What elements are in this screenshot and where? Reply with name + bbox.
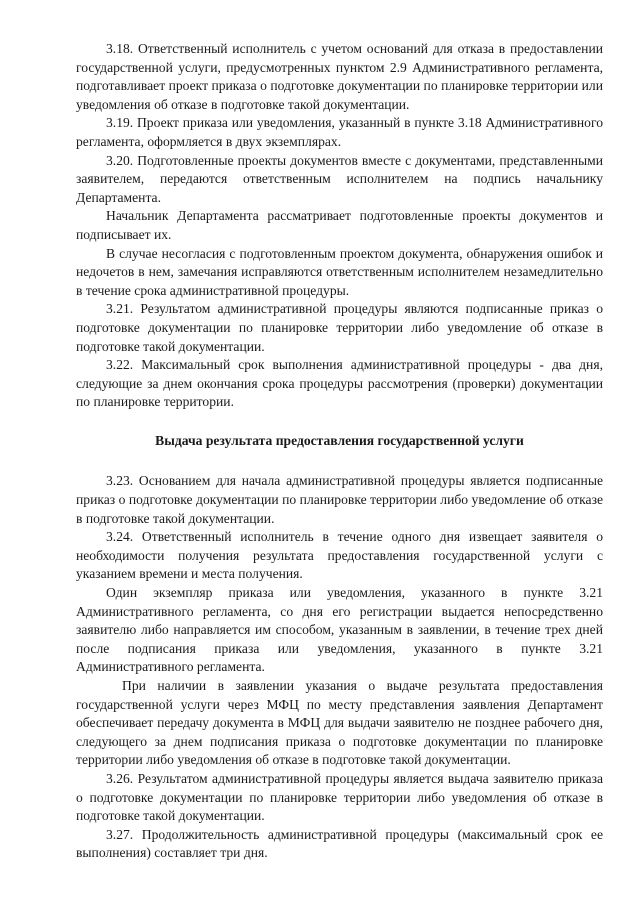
- section-heading: Выдача результата предоставления государственной услуги: [155, 432, 524, 448]
- paragraph-3-23: 3.23. Основанием для начала административной процедуры является подписанные приказ о подготовке документации по планировке территории либо уведомление об отказе в подготовке такой документации.: [76, 473, 603, 526]
- paragraph-3-24: 3.24. Ответственный исполнитель в течение одного дня извещает заявителя о необходимости получения результата предоставления государственной услуги с указанием времени и места получения.: [76, 529, 603, 582]
- paragraph-3-22: 3.22. Максимальный срок выполнения административной процедуры - два дня, следующие за днем окончания срока процедуры рассмотрения (проверки) документации по планировке территории.: [76, 357, 603, 410]
- paragraph-head-review: Начальник Департамента рассматривает подготовленные проекты документов и подписывает их.: [76, 208, 603, 242]
- paragraph-3-19: 3.19. Проект приказа или уведомления, указанный в пункте 3.18 Административного регламента, оформляется в двух экземплярах.: [76, 115, 603, 149]
- paragraph-mfc-delivery: При наличии в заявлении указания о выдаче результата предоставления государственной услуги через МФЦ по месту представления заявления Департамент обеспечивает передачу документа в МФЦ для выдачи заявителю не позднее рабочего дня, следующего за днем подписания приказа о подготовке документации по планировке территории либо уведомления об отказе в подготовке такой документации.: [76, 678, 603, 768]
- paragraph-3-20: 3.20. Подготовленные проекты документов вместе с документами, представленными заявителем, передаются ответственным исполнителем на подпись начальнику Департамента.: [76, 152, 603, 205]
- paragraph-3-26: 3.26. Результатом административной процедуры является выдача заявителю приказа о подготовке документации по планировке территории либо уведомления об отказе в подготовке такой документации.: [76, 770, 603, 824]
- paragraph-3-27: 3.27. Продолжительность административной процедуры (максимальный срок ее выполнения) составляет три дня.: [76, 826, 603, 861]
- paragraph-3-18: 3.18. Ответственный исполнитель с учетом оснований для отказа в предоставлении государственной услуги, предусмотренных пунктом 2.9 Административного регламента, подготавливает проект приказа о подготовке документации по планировке территории или уведомления об отказе в подготовке такой документации.: [76, 41, 603, 112]
- paragraph-copy-issuance: Один экземпляр приказа или уведомления, указанного в пункте 3.21 Административного регламента, со дня его регистрации выдается непосредственно заявителю либо направляется им способом, указанным в заявлении, в течение трех дней после подписания приказа или уведомления, указанного в пункте 3.21 Административного регламента.: [76, 585, 603, 675]
- paragraph-3-21: 3.21. Результатом административной процедуры являются подписанные приказ о подготовке документации по планировке территории либо уведомление об отказе в подготовке такой документации.: [76, 301, 603, 354]
- paragraph-disagreement: В случае несогласия с подготовленным проектом документа, обнаружения ошибок и недочетов в нем, замечания исправляются ответственным исполнителем незамедлительно в течение срока административной процедуры.: [76, 245, 603, 298]
- document-page: [76, 40, 603, 863]
